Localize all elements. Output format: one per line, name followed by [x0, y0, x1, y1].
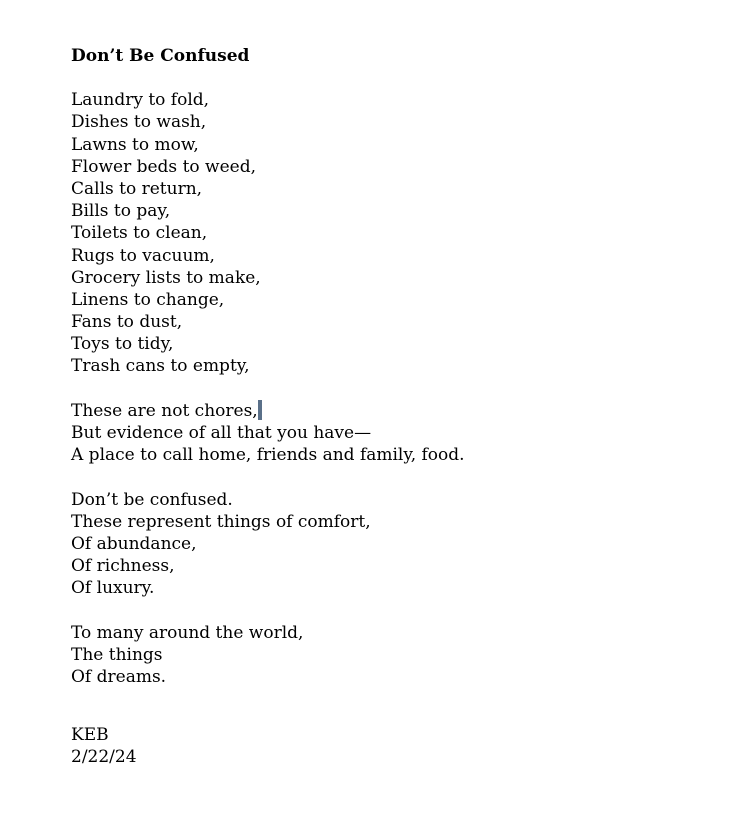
poem-line: Rugs to vacuum,: [71, 245, 215, 266]
stanza-2: [71, 400, 711, 467]
stanza-1: [71, 89, 711, 377]
poem-line: Fans to dust,: [71, 312, 183, 333]
poem-line: Of dreams.: [71, 667, 167, 688]
spacer: [71, 688, 711, 724]
poem-line: Of richness,: [71, 556, 175, 577]
poem-line: Calls to return,: [71, 178, 203, 199]
poem-line: A place to call home, friends and family, food.: [71, 445, 465, 466]
poem-line: Toys to tidy,: [71, 334, 174, 355]
text-cursor: [258, 400, 262, 420]
poem-line: Laundry to fold,: [71, 90, 210, 111]
signature-block: [71, 724, 711, 768]
poem-line: Grocery lists to make,: [71, 267, 261, 288]
poem-line: Lawns to mow,: [71, 134, 199, 155]
poem-line: Linens to change,: [71, 289, 225, 310]
stanza-4: [71, 622, 711, 689]
poem-line: The things: [71, 644, 163, 665]
spacer: [71, 378, 711, 400]
poem-line: Dishes to wash,: [71, 112, 207, 133]
poem-line: But evidence of all that you have—: [71, 423, 372, 443]
spacer: [71, 67, 711, 89]
poem-line: Toilets to clean,: [71, 223, 208, 244]
poem-line-with-cursor[interactable]: [71, 400, 711, 422]
spacer: [71, 466, 711, 488]
poem-line: Of abundance,: [71, 533, 197, 554]
poem-line-text: These are not chores,: [71, 400, 258, 421]
poem-title: Don’t Be Confused: [71, 46, 250, 66]
poem-line: To many around the world,: [71, 622, 304, 643]
poem-line: Flower beds to weed,: [71, 156, 256, 177]
poem-line: Trash cans to empty,: [71, 356, 250, 377]
document-page[interactable]: [71, 45, 711, 769]
signature-initials: KEB: [71, 725, 109, 746]
poem-line: Bills to pay,: [71, 201, 171, 222]
spacer: [71, 600, 711, 622]
signature-date: 2/22/24: [71, 747, 137, 768]
poem-line: Of luxury.: [71, 578, 155, 599]
stanza-3: [71, 489, 711, 600]
poem-line: Don’t be confused.: [71, 489, 233, 510]
poem-line: These represent things of comfort,: [71, 511, 371, 532]
